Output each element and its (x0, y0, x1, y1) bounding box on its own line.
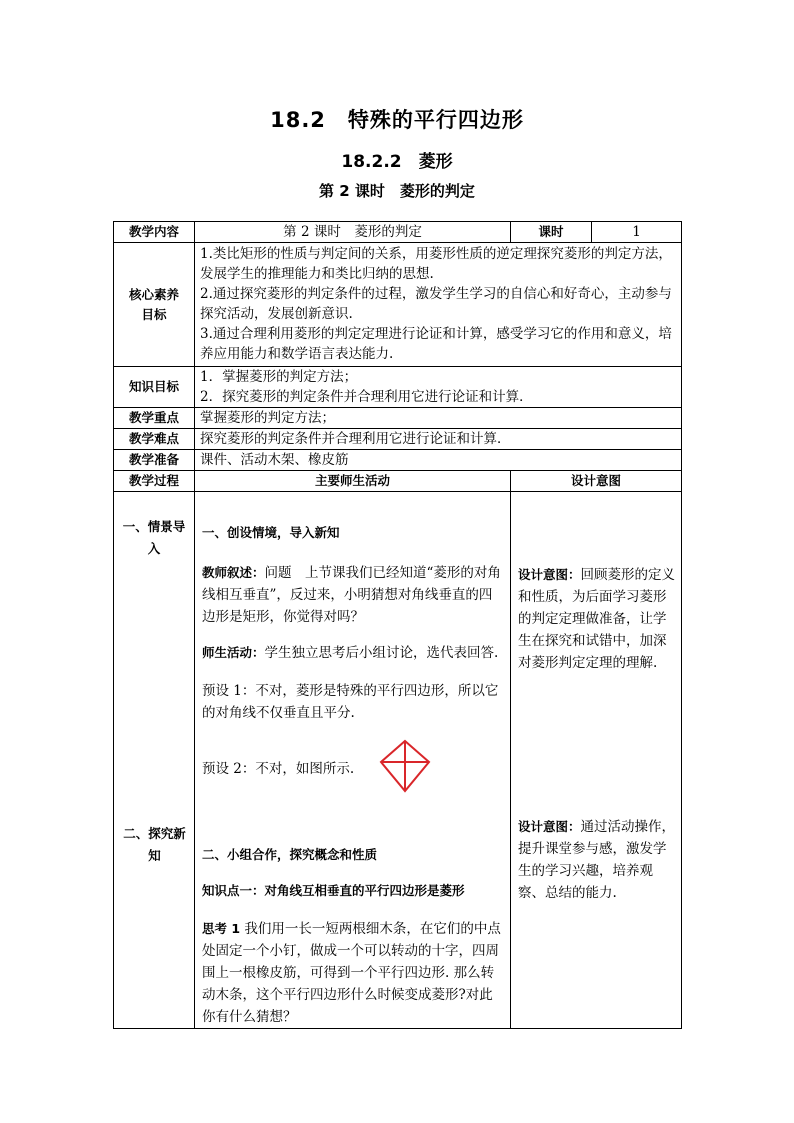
knowledge-item-1: 1．掌握菱形的判定方法； (200, 369, 358, 385)
preset-2: 预设 2：不对，如图所示. (202, 761, 355, 777)
stage1-label-line2: 入 (147, 541, 161, 556)
row-focus (114, 408, 682, 429)
label-core-line1: 核心素养 (128, 286, 179, 302)
core-goal-1: 1.类比矩形的性质与判定间的关系，用菱形性质的逆定理探究菱形的判定方法，发展学生的推理能力和类比归纳的思想. (200, 246, 672, 282)
label-knowledge: 知识目标 (114, 367, 195, 408)
teacher-narration (202, 562, 505, 628)
intent-2 (518, 816, 676, 904)
lesson-plan-table (113, 221, 682, 1029)
think-1 (202, 918, 505, 1028)
header-intent: 设计意图 (511, 471, 682, 492)
teacher-label: 教师叙述： (202, 565, 265, 580)
intent-column (511, 492, 682, 1029)
section-title: 18.2 特殊的平行四边形 (270, 108, 524, 132)
think-text: 我们用一长一短两根细木条，在它们的中点处固定一个小钉，做成一个可以转动的十字，四周围上一根橡皮筋，可得到一个平行四边形. 那么转动木条，这个平行四边形什么时候变成菱形?对此你有什么猜想？ (202, 921, 501, 1025)
core-goal-2: 2.通过探究菱形的判定条件的过程，激发学生学习的自信心和好奇心，主动参与探究活动，发展创新意识. (200, 286, 672, 322)
label-focus: 教学重点 (114, 408, 195, 429)
value-focus: 掌握菱形的判定方法； (195, 408, 682, 429)
row-prep (114, 450, 682, 471)
row-content (114, 222, 682, 243)
stage1-label-line1: 一、情景导 (122, 519, 186, 534)
intent-1-text: 回顾菱形的定义和性质，为后面学习菱形的判定定理做准备，让学生在探究和试错中，加深对菱形判定定理的理解. (518, 567, 676, 671)
preset-2-row (202, 738, 505, 798)
label-content: 教学内容 (114, 222, 195, 243)
value-prep: 课件、活动木架、橡皮筋 (195, 450, 682, 471)
stage2-label-line2: 知 (148, 848, 161, 863)
row-core-goals (114, 243, 682, 367)
value-difficulty: 探究菱形的判定条件并合理利用它进行论证和计算． (195, 429, 682, 450)
activity-label: 师生活动： (202, 645, 265, 660)
label-process: 教学过程 (114, 471, 195, 492)
teacher-text: 问题 上节课我们已经知道“菱形的对角线相互垂直”，反过来，小明猜想对角线垂直的四边形是矩形，你觉得对吗？ (202, 565, 501, 625)
core-goal-3: 3.通过合理利用菱形的判定定理进行论证和计算，感受学习它的作用和意义，培养应用能力和数学语言表达能力. (200, 326, 672, 362)
value-period: 1 (592, 222, 682, 243)
stage1-heading: 一、创设情境，导入新知 (202, 525, 340, 540)
label-core-goals (114, 243, 195, 367)
label-prep: 教学准备 (114, 450, 195, 471)
preset-1: 预设 1：不对，菱形是特殊的平行四边形，所以它的对角线不仅垂直且平分. (202, 683, 499, 721)
knowledge-point-1: 知识点一：对角线互相垂直的平行四边形是菱形 (202, 883, 465, 898)
intent-2-label: 设计意图： (518, 819, 581, 834)
stage-labels (114, 492, 195, 1029)
activity-column (195, 492, 511, 1029)
row-difficulty (114, 429, 682, 450)
intent-1 (518, 564, 676, 674)
activity-text: 学生独立思考后小组讨论，选代表回答. (264, 645, 499, 661)
stage2-heading: 二、小组合作，探究概念和性质 (202, 847, 378, 862)
label-core-line2: 目标 (141, 306, 167, 322)
header-activity: 主要师生活动 (195, 471, 511, 492)
subsection-title: 18.2.2 菱形 (341, 152, 453, 172)
stage2-label-line1: 二、探究新 (123, 826, 186, 841)
row-process-body (114, 492, 682, 1029)
label-period: 课时 (511, 222, 592, 243)
value-content: 第 2 课时 菱形的判定 (195, 222, 511, 243)
intent-1-label: 设计意图： (518, 567, 581, 582)
think-label: 思考 1 (202, 921, 241, 936)
kite-figure (377, 738, 433, 794)
knowledge-item-2: 2．探究菱形的判定条件并合理利用它进行论证和计算． (200, 389, 533, 405)
row-knowledge (114, 367, 682, 408)
student-activity (202, 642, 505, 664)
row-process-header (114, 471, 682, 492)
intent-2-text: 通过活动操作，提升课堂参与感，激发学生的学习兴趣，培养观察、总结的能力. (518, 819, 676, 901)
lesson-title: 第 2 课时 菱形的判定 (319, 182, 475, 200)
label-difficulty: 教学难点 (114, 429, 195, 450)
